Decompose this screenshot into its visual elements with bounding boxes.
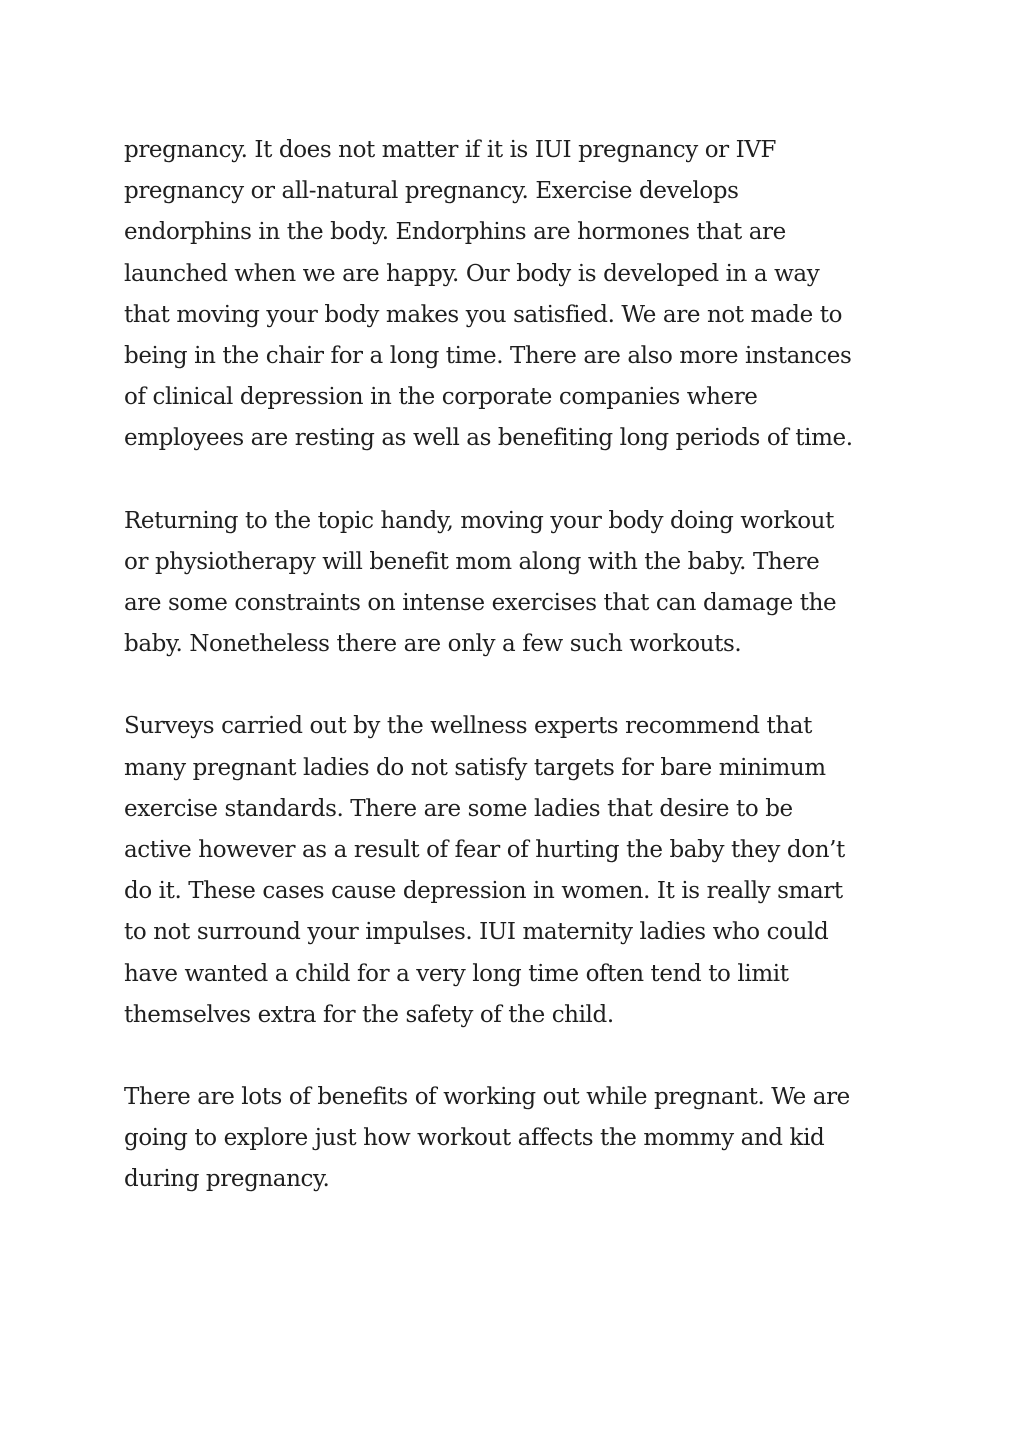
text-line: have wanted a child for a very long time often tend to limit [124, 960, 789, 987]
text-line: during pregnancy. [124, 1166, 330, 1193]
paragraph-4 [124, 1077, 914, 1201]
text-line: or physiotherapy will benefit mom along with the baby. There [124, 548, 820, 575]
text-line: endorphins in the body. Endorphins are hormones that are [124, 219, 786, 246]
document-page [124, 130, 914, 1242]
text-line: themselves extra for the safety of the child. [124, 1001, 614, 1028]
text-line: baby. Nonetheless there are only a few such workouts. [124, 631, 742, 658]
text-line: going to explore just how workout affects the mommy and kid [124, 1125, 825, 1152]
text-line: are some constraints on intense exercises that can damage the [124, 590, 837, 617]
text-line: that moving your body makes you satisfied. We are not made to [124, 301, 843, 328]
text-line: pregnancy or all-natural pregnancy. Exercise develops [124, 178, 739, 205]
text-line: launched when we are happy. Our body is developed in a way [124, 260, 820, 287]
text-line: pregnancy. It does not matter if it is IUI pregnancy or IVF [124, 137, 777, 163]
text-line: many pregnant ladies do not satisfy targets for bare minimum [124, 754, 826, 781]
text-line: exercise standards. There are some ladies that desire to be [124, 795, 793, 822]
text-line: do it. These cases cause depression in women. It is really smart [124, 878, 843, 905]
text-line: to not surround your impulses. IUI maternity ladies who could [124, 919, 829, 946]
text-line: Surveys carried out by the wellness experts recommend that [124, 713, 812, 740]
text-line: of clinical depression in the corporate companies where [124, 384, 758, 411]
paragraph-3 [124, 706, 914, 1036]
paragraph-2 [124, 501, 914, 666]
text-line: There are lots of benefits of working out while pregnant. We are [124, 1084, 850, 1111]
text-line: Returning to the topic handy, moving your body doing workout [124, 507, 834, 534]
text-line: active however as a result of fear of hurting the baby they don’t [124, 837, 845, 864]
text-line: employees are resting as well as benefiting long periods of time. [124, 425, 853, 452]
text-line: being in the chair for a long time. There are also more instances [124, 343, 852, 370]
paragraph-1 [124, 130, 914, 460]
